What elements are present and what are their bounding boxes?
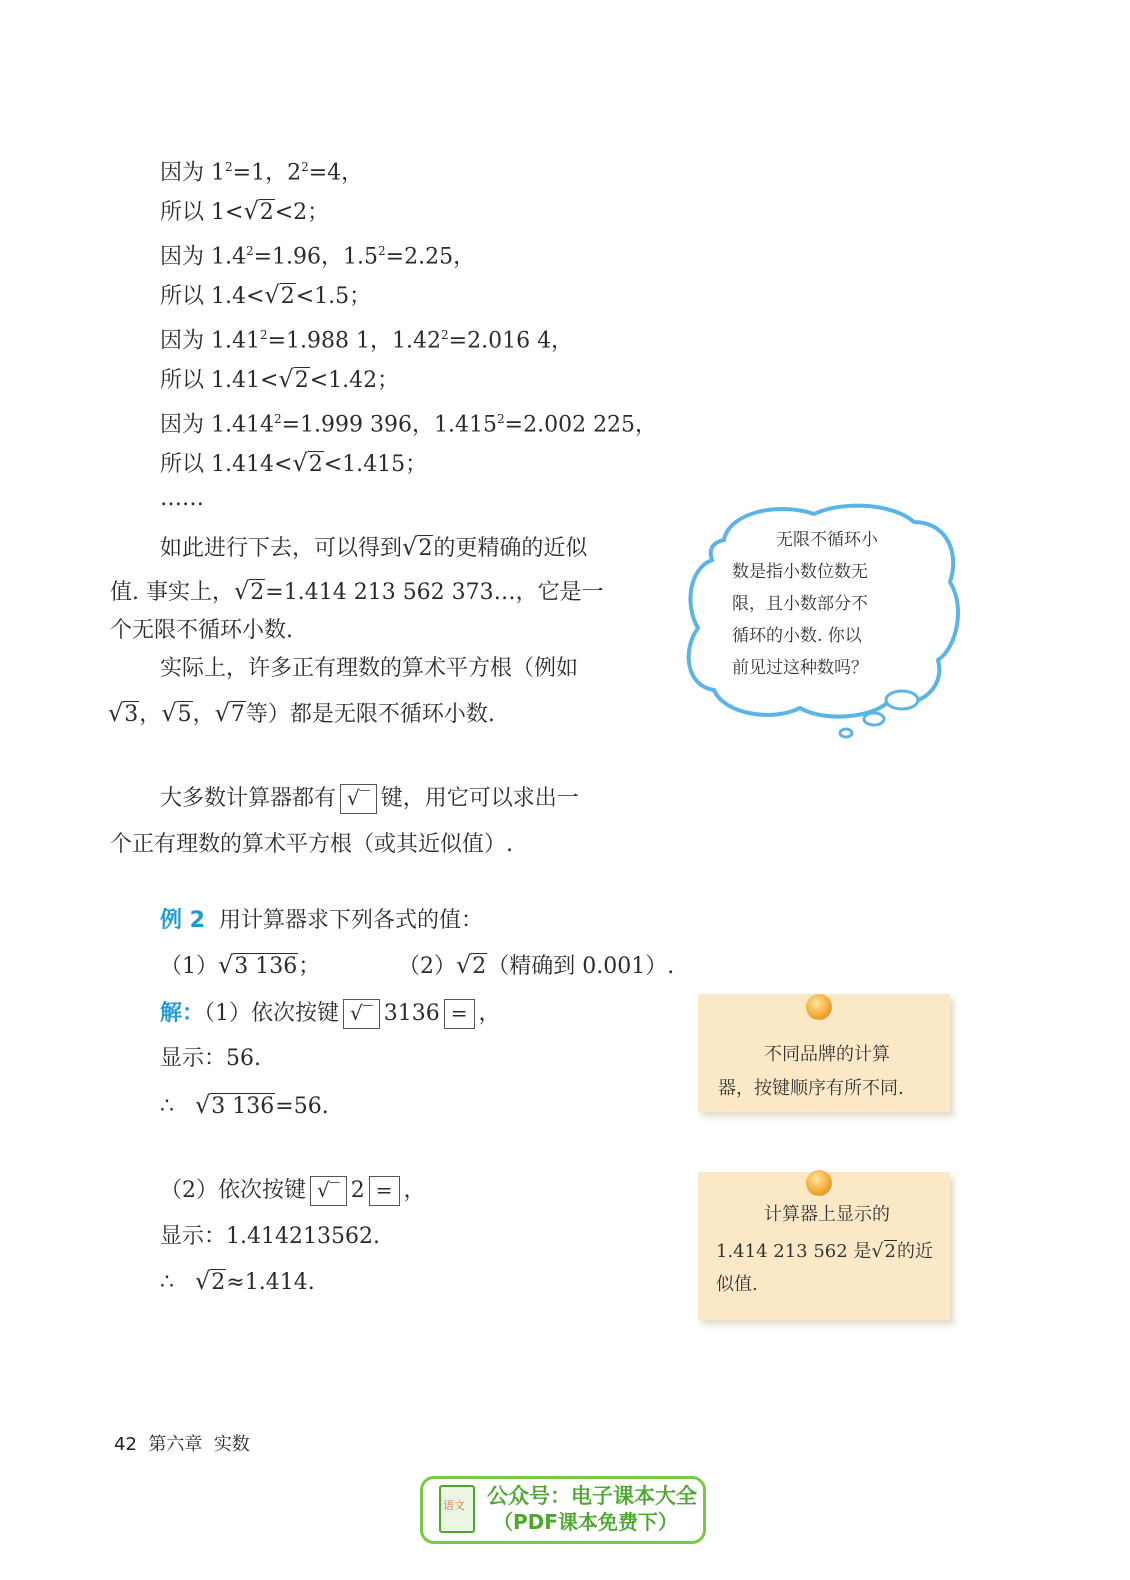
derivation-line-8: 所以 1.414<√2<1.415； [160,448,427,480]
example-title: 用计算器求下列各式的值： [218,908,483,933]
solution-step-2: （2）依次按键 √‾ 2 = ， [160,1176,426,1206]
derivation-line-6: 所以 1.41<√2<1.42； [160,364,399,396]
para1-line-3: 个无限不循环小数. [110,618,293,643]
sqrt-expression: √2 [234,577,265,605]
banner-line-2: （PDF课本免费下） [493,1510,678,1534]
derivation-line-7: 因为 $1.414^2=1.999$ 396，$1.415^2=2.002$ 225， [160,412,658,438]
sqrt-expression: √5 [161,699,192,727]
sqrt-key-icon: √‾ [340,784,377,814]
page-footer [114,1430,250,1456]
sqrt-expression: √7 [214,699,245,727]
promo-banner [420,1476,706,1544]
sqrt-expression: √2 [871,1240,896,1262]
cloud-text-line-4: 循环的小数. 你以 [732,626,862,646]
equals-key-icon: = [369,1176,400,1206]
sqrt-key-icon: √‾ [310,1176,347,1206]
para1-line-2: 值. 事实上，√2=1.414 213 562 373…，它是一 [110,576,604,608]
cloud-text-line-5: 前见过这种数吗？ [732,658,868,678]
para3-line-2: 个正有理数的算术平方根（或其近似值）. [110,832,513,857]
book-icon: 语文 [439,1485,475,1533]
note1-line-1: 不同品牌的计算 [764,1044,890,1065]
solution-label: 解： [160,1000,205,1026]
sqrt-expression: √2 [194,1267,226,1295]
cloud-text-line-2: 数是指小数位数无 [732,562,868,582]
sqrt-expression: √2 [243,197,274,225]
sqrt-expression: √3 136 [194,1091,275,1119]
note2-line-2: 1.414 213 562 是√2的近 [716,1234,933,1269]
solution-display-2: 显示：1.414213562. [160,1224,380,1249]
chapter-title: 实数 [213,1434,250,1455]
solution-display-1: 显示：56. [160,1046,261,1071]
para2-line-2: √3，√5，√7等）都是无限不循环小数. [108,698,495,730]
sqrt-expression: √3 [108,699,139,727]
sqrt-expression: √2 [278,365,309,393]
note2-line-1: 计算器上显示的 [764,1204,890,1225]
sqrt-expression: √2 [264,281,295,309]
derivation-line-1: 因为 $1^2=1$，$2^2=4$， [160,160,364,186]
banner-line-1: 公众号：电子课本大全 [487,1484,697,1508]
para3-line-1: 大多数计算器都有 √‾ 键，用它可以求出一 [160,784,579,814]
note1-line-2: 器，按键顺序有所不同. [718,1078,904,1099]
cloud-text-line-1: 无限不循环小 [776,530,878,550]
pushpin-icon [806,994,832,1020]
para1-line-1: 如此进行下去，可以得到√2的更精确的近似 [160,532,587,564]
cloud-text-line-3: 限，且小数部分不 [732,594,868,614]
sqrt-expression: √3 136 [218,951,298,979]
solution-conclusion-1: ∴ √3 136=56. [160,1090,329,1122]
solution-step-1: 解：（1）依次按键 √‾ 3136 = ， [160,998,501,1029]
sqrt-key-icon: √‾ [343,999,380,1029]
sqrt-expression: √2 [402,533,433,561]
solution-conclusion-2: ∴ √2≈1.414. [160,1266,315,1298]
example-label: 例 2 [160,908,205,933]
sqrt-expression: √2 [292,449,323,477]
derivation-line-4: 所以 1.4<√2<1.5； [160,280,371,312]
example-heading [160,906,483,936]
chapter-label: 第六章 [148,1434,203,1455]
note2-line-3: 似值. [716,1274,758,1295]
derivation-line-2: 所以 1<√2<2； [160,196,329,228]
example-question-2: （2）√2（精确到 0.001）. [398,950,674,982]
derivation-line-5: 因为 $1.41^2=1.988$ 1，$1.42^2=2.016$ 4， [160,328,574,354]
derivation-line-3: 因为 $1.4^2=1.96$，$1.5^2=2.25$， [160,244,476,270]
para2-line-1: 实际上，许多正有理数的算术平方根（例如 [160,656,579,681]
ellipsis-line: …… [160,486,204,511]
equals-key-icon: = [444,999,475,1029]
pushpin-icon [806,1170,832,1196]
page-number: 42 [114,1434,137,1455]
sqrt-expression: √2 [456,951,487,979]
example-question-1: （1）√3 136； [160,950,320,982]
